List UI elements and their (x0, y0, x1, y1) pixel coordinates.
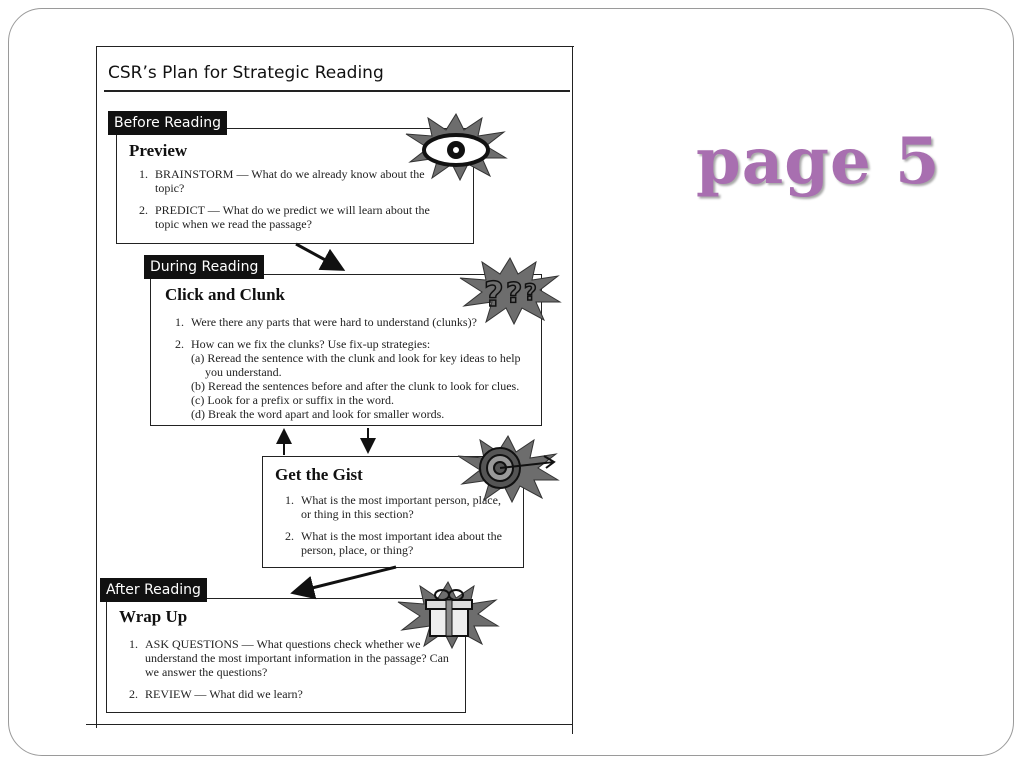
strategy-item: (b) Reread the sentences before and after the clunk to look for clues. (191, 379, 520, 393)
list-item: 1. What is the most important person, place, or thing in this section? (285, 493, 501, 521)
svg-text:?: ? (484, 275, 504, 315)
question-marks-icon (458, 256, 562, 326)
get-the-gist-heading: Get the Gist (275, 465, 363, 484)
strategy-item: (a) Reread the sentence with the clunk and look for key ideas to help you understand. (191, 351, 521, 379)
strategy-item: (c) Look for a prefix or suffix in the word. (191, 393, 395, 407)
list-item: 2. PREDICT — What do we predict we will learn about the topic when we read the passage? (139, 203, 430, 231)
target-icon (456, 434, 560, 504)
wrap-up-heading: Wrap Up (119, 607, 188, 626)
document-title: CSR’s Plan for Strategic Reading (108, 63, 384, 83)
gift-icon (396, 580, 500, 650)
preview-heading: Preview (129, 141, 188, 160)
during-reading-tag: During Reading (144, 255, 264, 279)
list-item: 1. BRAINSTORM — What do we already know about the topic? (139, 167, 425, 195)
list-item: 2. How can we fix the clunks? Use fix-up strategies: (a) Reread the sentence with the clunk and look for key ideas to help you understand. (b) Reread the sentences before and after the clunk to look for clues. (c) Look for a prefix or suffix in the word. (d) Break the word apart and look for smaller words. (175, 337, 531, 421)
eye-icon (404, 112, 508, 182)
arrow-gist-to-wrap-up (296, 567, 396, 592)
before-reading-tag: Before Reading (108, 111, 227, 135)
page-label: page 5 (696, 124, 941, 199)
list-item: 1. ASK QUESTIONS — What questions check whether we understand the most important information in the passage? Can we answer the questions? (129, 637, 449, 679)
svg-text:?: ? (524, 281, 537, 306)
list-item: 1. Were there any parts that were hard to understand (clunks)? (175, 315, 477, 329)
list-item: 2. What is the most important idea about the person, place, or thing? (285, 529, 502, 557)
click-and-clunk-heading: Click and Clunk (165, 285, 285, 304)
list-item: 2. REVIEW — What did we learn? (129, 687, 303, 701)
arrow-preview-to-clunk (296, 244, 340, 268)
svg-text:?: ? (506, 276, 523, 309)
after-reading-tag: After Reading (100, 578, 207, 602)
strategy-item: (d) Break the word apart and look for smaller words. (191, 407, 445, 421)
